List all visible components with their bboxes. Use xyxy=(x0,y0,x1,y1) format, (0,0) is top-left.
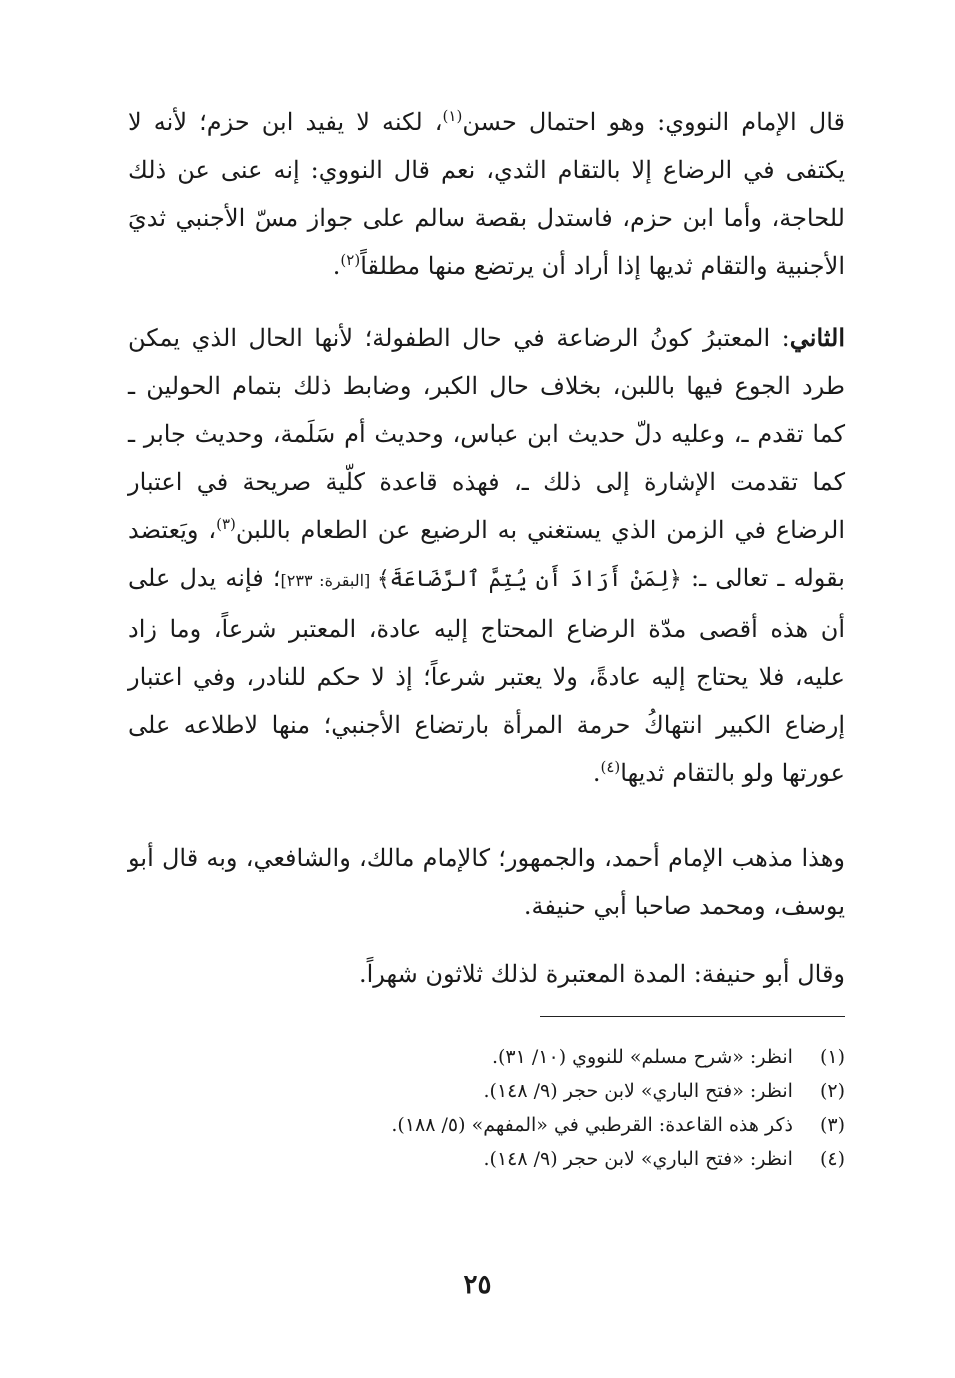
footnote-text: ذكر هذه القاعدة: القرطبي في «المفهم» (٥/ ١٨٨). xyxy=(391,1114,793,1136)
paragraph-text: : المعتبرُ كونُ الرضاعة في حال الطفولة؛ لأنها الحال الذي يمكن طرد الجوع فيها باللبن، بخلاف حال الكبر، وضابط ذلك بتمام الحولين ـ كما تقدم ـ، وعليه دلّ حديث ابن عباس، وحديث أم سَلَمة، وحديث جابر ـ كما تقدمت الإشارة إلى ذلك ـ، فهذه قاعدة كلّية صريحة في اعتبار الرضاع في الزمن الذي يستغني به الرضيع عن الطعام باللبن xyxy=(128,324,846,544)
footnote-text: انظر: «شرح مسلم» للنووي (١٠/ ٣١). xyxy=(491,1046,793,1068)
footnote-item xyxy=(128,1142,845,1176)
footnote-number: (٢) xyxy=(819,1080,845,1102)
paragraph-text: ؛ فإنه يدل على أن هذه أقصى مدّة الرضاع المحتاج إليه عادة، المعتبر شرعاً، وما زاد عليه، فلا يحتاج إليه عادةً، ولا يعتبر شرعاً؛ إذ لا حكم للنادر، وفي اعتبار إرضاع الكبير انتهاكُ حرمة المرأة بارتضاع الأجنبي؛ منها لاطلاعه على عورتها ولو بالتقام ثديها xyxy=(128,564,845,787)
footnote-number: (١) xyxy=(819,1046,845,1068)
footnote-item xyxy=(128,1108,845,1142)
paragraph-text: . xyxy=(592,759,601,787)
page-number: ٢٥ xyxy=(463,1270,492,1300)
paragraph-text: وقال أبو حنيفة: المدة المعتبرة لذلك ثلاثون شهراً. xyxy=(359,960,845,988)
paragraph-lead-word: الثاني xyxy=(789,323,845,352)
paragraph-abu-hanifa xyxy=(128,950,845,998)
quran-verse: ﴿لِمَنْ أَرَادَ أَن يُتِمَّ ٱلرَّضَاعَةَ﴾ xyxy=(376,567,682,592)
paragraph-second-condition xyxy=(128,314,845,797)
footnote-marker-3[interactable]: (٣) xyxy=(216,515,236,533)
paragraph-nawawi-opinion xyxy=(128,98,845,290)
paragraph-text: . xyxy=(332,252,341,280)
footnote-marker-2[interactable]: (٢) xyxy=(340,251,361,269)
paragraph-text: ، لكنه لا يفيد ابن حزم؛ لأنه لا يكتفى في الرضاع إلا بالتقام الثدي، نعم قال النووي: إنه عنى عن ذلك للحاجة، وأما ابن حزم، فاستدل بقصة سالم على جواز مسّ الأجنبي ثديَ الأجنبية والتقام ثديها إذا أراد أن يرتضع منها مطلقاً xyxy=(128,108,845,280)
footnote-text: انظر: «فتح الباري» لابن حجر (٩/ ١٤٨). xyxy=(483,1080,793,1102)
footnote-marker-1[interactable]: (١) xyxy=(442,107,463,125)
footnote-text: انظر: «فتح الباري» لابن حجر (٩/ ١٤٨). xyxy=(483,1148,793,1170)
footnotes-list xyxy=(128,1040,845,1176)
paragraph-text: ، ويَعتضد بقوله ـ تعالى ـ: xyxy=(128,516,845,592)
footnote-separator xyxy=(540,1016,845,1017)
paragraph-text: وهذا مذهب الإمام أحمد، والجمهور؛ كالإمام مالك، والشافعي، وبه قال أبو يوسف، ومحمد صاحبا أبي حنيفة. xyxy=(128,844,845,920)
footnote-number: (٣) xyxy=(819,1114,845,1136)
footnote-item xyxy=(128,1040,845,1074)
footnote-marker-4[interactable]: (٤) xyxy=(600,758,621,776)
paragraph-madhhab xyxy=(128,834,845,930)
footnote-item xyxy=(128,1074,845,1108)
footnote-number: (٤) xyxy=(819,1148,845,1170)
verse-reference: [البقرة: ٢٣٣] xyxy=(280,571,377,590)
paragraph-text: قال الإمام النووي: وهو احتمال حسن xyxy=(462,108,845,136)
